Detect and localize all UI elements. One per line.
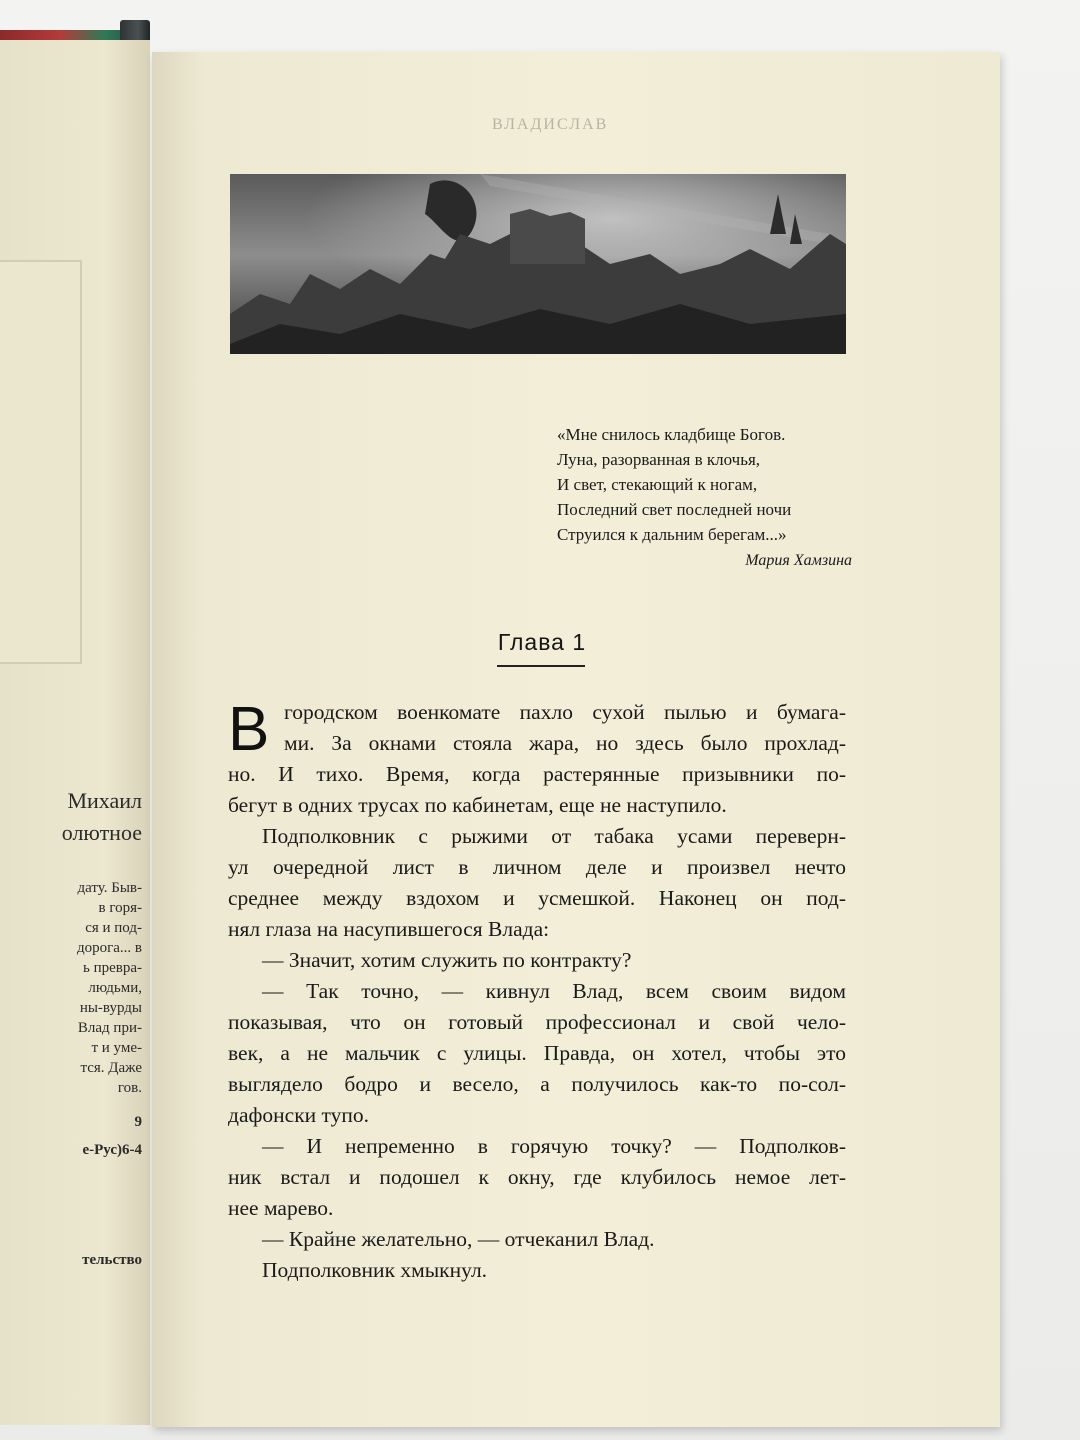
- left-page-annotation-line: ь превра-: [82, 960, 142, 976]
- left-page-publisher-fragment: тельство: [82, 1252, 142, 1268]
- chapter-underline: [497, 665, 585, 667]
- text-line: ник встал и подошел к окну, где клубилось немое лет-: [228, 1165, 846, 1189]
- left-page-code-line: е-Рус)6-4: [82, 1142, 142, 1158]
- left-page-annotation-line: т и уме-: [91, 1040, 142, 1056]
- text-line: среднее между вздохом и усмешкой. Наконец он под-: [228, 886, 846, 910]
- chapter-illustration: [230, 174, 846, 354]
- text-line: век, а не мальчик с улицы. Правда, он хотел, чтобы это: [228, 1041, 846, 1065]
- epigraph-line: Последний свет последней ночи: [557, 500, 792, 519]
- text-line: но. И тихо. Время, когда растерянные призывники по-: [228, 762, 846, 786]
- left-page-title-line: Михаил: [67, 788, 142, 813]
- epigraph-line: Луна, разорванная в клочья,: [557, 450, 761, 469]
- text-line: ул очередной лист в личном деле и произвел нечто: [228, 855, 846, 879]
- text-line: — Так точно, — кивнул Влад, всем своим видом: [262, 979, 846, 1003]
- text-line: выглядело бодро и весело, а получилось как-то по-сол-: [228, 1072, 846, 1096]
- left-page-annotation-line: ся и под-: [85, 920, 142, 936]
- left-page-frame: [0, 260, 82, 664]
- epigraph-line: И свет, стекающий к ногам,: [557, 475, 758, 494]
- left-page-annotation-line: ны-вурды: [79, 1000, 142, 1016]
- text-line: Подполковник с рыжими от табака усами переверн-: [262, 824, 846, 848]
- text-line: ми. За окнами стояла жара, но здесь было прохлад-: [284, 731, 846, 755]
- left-page-annotation-line: дорога... в: [76, 940, 142, 956]
- left-page-code-line: 9: [134, 1114, 142, 1130]
- epigraph-line: Струился к дальним берегам...»: [557, 525, 787, 544]
- left-page-annotation-line: Влад при-: [77, 1020, 142, 1036]
- text-line: — Крайне желательно, — отчеканил Влад.: [262, 1227, 655, 1251]
- left-page-annotation-line: в горя-: [98, 900, 142, 916]
- text-line: — И непременно в горячую точку? — Подполков-: [262, 1134, 846, 1158]
- drop-cap: В: [228, 695, 270, 764]
- text-line: бегут в одних трусах по кабинетам, еще не наступило.: [228, 793, 727, 817]
- left-page-annotation-line: тся. Даже: [80, 1060, 142, 1076]
- left-page-annotation-line: гов.: [117, 1080, 142, 1096]
- left-page: [0, 40, 150, 1425]
- chapter-body-text: [228, 697, 846, 1286]
- running-head: ВЛАДИСЛАВ: [492, 116, 609, 133]
- text-line: показывая, что он готовый профессионал и свой чело-: [228, 1010, 846, 1034]
- left-page-annotation-line: дату. Быв-: [77, 880, 142, 896]
- epigraph: [557, 422, 857, 547]
- text-line: городском военкомате пахло сухой пылью и бумага-: [284, 700, 846, 724]
- text-line: нял глаза на насупившегося Влада:: [228, 917, 550, 941]
- text-line: дафонски тупо.: [228, 1103, 370, 1127]
- epigraph-line: «Мне снилось кладбище Богов.: [557, 425, 786, 444]
- chapter-title: Глава 1: [497, 629, 587, 655]
- ruined-city-picture: [230, 174, 846, 354]
- left-page-title-line: олютное: [61, 820, 142, 845]
- left-page-annotation-line: людьми,: [88, 980, 142, 996]
- text-line: — Значит, хотим служить по контракту?: [262, 948, 632, 972]
- text-line: нее марево.: [228, 1196, 334, 1220]
- epigraph-author: Мария Хамзина: [745, 552, 852, 569]
- text-line: Подполковник хмыкнул.: [262, 1258, 488, 1282]
- right-page: [152, 52, 1000, 1427]
